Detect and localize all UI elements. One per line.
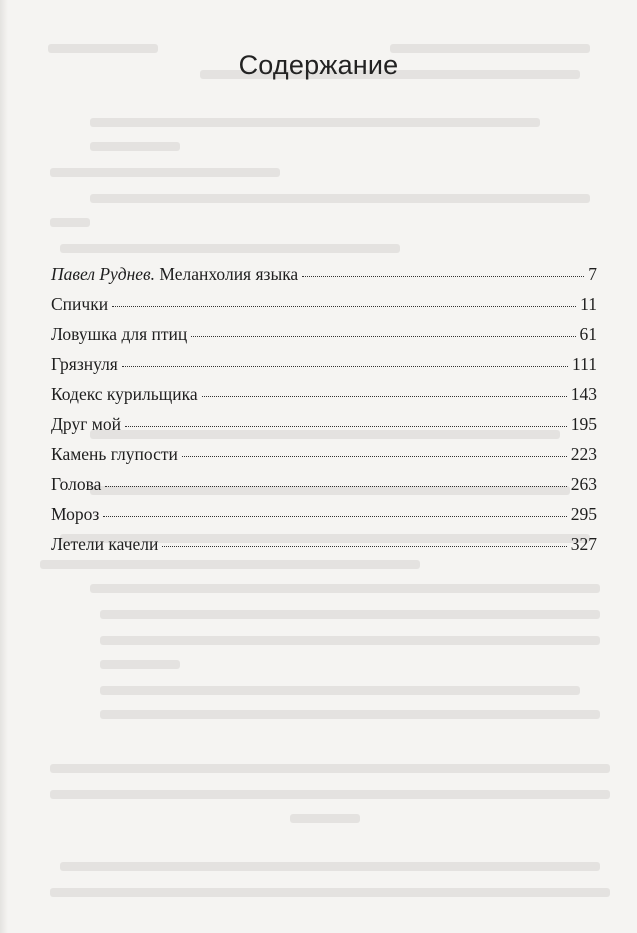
toc-page-number: 11 [580,294,597,314]
toc-page-number: 263 [570,474,597,494]
toc-page-number: 143 [570,384,597,404]
toc-page-number: 195 [570,414,597,434]
toc-dot-leader [202,396,567,397]
toc-entry [51,294,597,324]
toc-dot-leader [125,426,567,427]
toc-dot-leader [112,306,576,307]
toc-dot-leader [182,456,567,457]
toc-entry-title: Камень глупости [51,444,178,464]
toc-page-number: 111 [572,354,597,374]
toc-dot-leader [122,366,568,367]
toc-entry-title: Павел Руднев. Меланхолия языка [51,264,299,284]
toc-page-number: 61 [579,324,597,344]
toc-dot-leader [103,516,566,517]
toc-entry [51,534,597,564]
toc-page-number: 7 [588,264,597,284]
toc-entry [51,264,597,294]
toc-entry [51,354,597,384]
toc-dot-leader [105,486,566,487]
toc-entry-title: Друг мой [51,414,121,434]
toc-entry-title: Грязнуля [51,354,118,374]
toc-dot-leader [191,336,575,337]
toc-dot-leader [302,276,584,277]
toc-entry [51,384,597,414]
toc-entry [51,444,597,474]
toc-entry [51,474,597,504]
table-of-contents [51,264,597,564]
page-gutter-shadow [0,0,8,933]
toc-page-number: 223 [570,444,597,464]
toc-dot-leader [162,546,566,547]
toc-entry-title: Летели качели [51,534,159,554]
toc-page-number: 327 [570,534,597,554]
toc-entry-title: Мороз [51,504,100,524]
toc-entry-title: Кодекс курильщика [51,384,198,404]
toc-entry [51,324,597,354]
toc-entry-title: Голова [51,474,102,494]
toc-entry-author: Павел Руднев. [51,264,156,284]
toc-entry [51,504,597,534]
toc-entry [51,414,597,444]
toc-entry-title: Ловушка для птиц [51,324,188,344]
page-title: Содержание [238,50,399,81]
toc-page-number: 295 [570,504,597,524]
toc-entry-title: Спички [51,294,109,314]
